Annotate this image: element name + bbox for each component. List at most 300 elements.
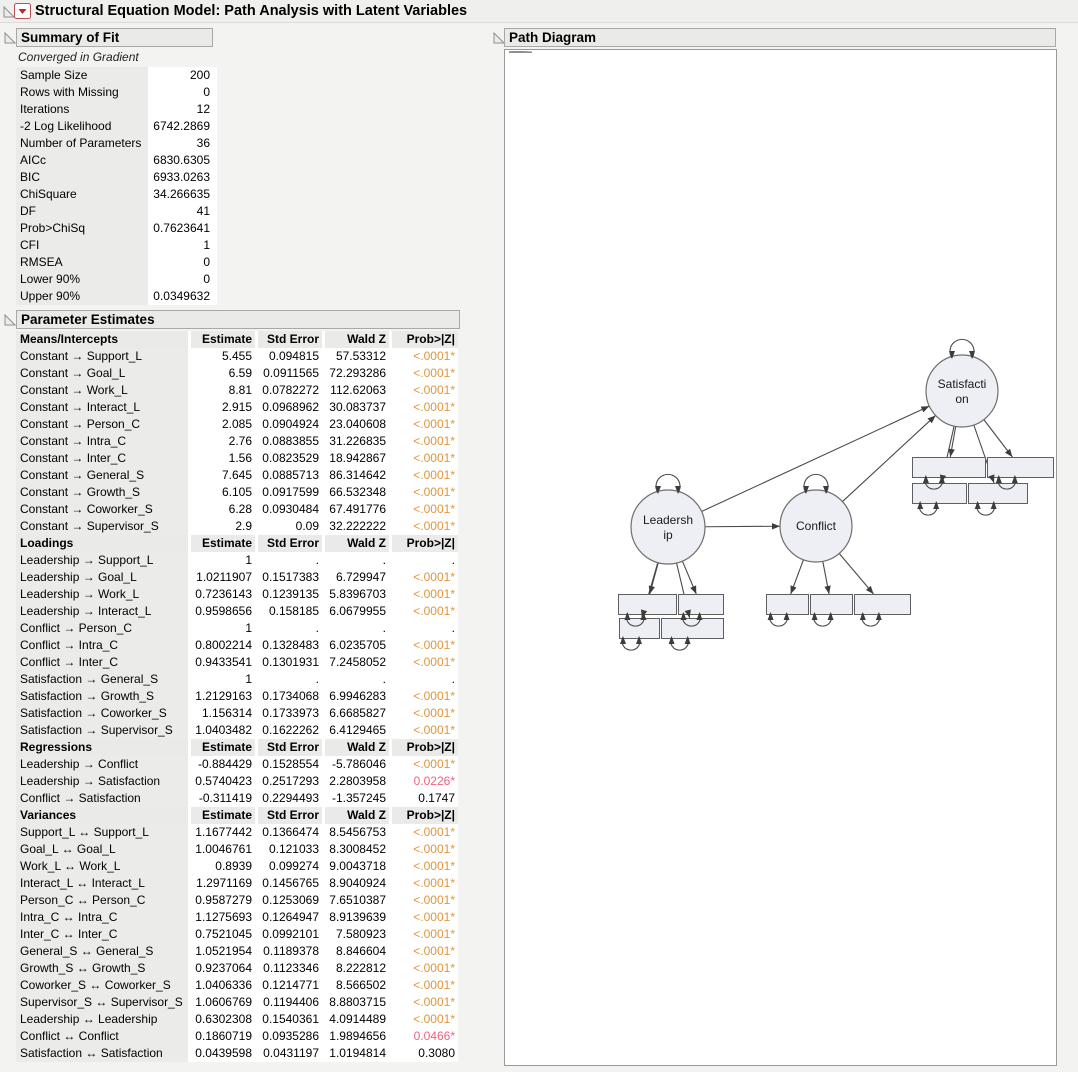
table-cell: Satisfaction → Supervisor_S xyxy=(16,722,188,739)
table-cell: Satisfaction → Coworker_S xyxy=(16,705,188,722)
table-cell: 0.1189378 xyxy=(258,943,322,960)
table-cell: Conflict → Intra_C xyxy=(16,637,188,654)
table-cell: <.0001* xyxy=(392,365,458,382)
table-cell: <.0001* xyxy=(392,875,458,892)
table-row xyxy=(16,603,458,620)
table-cell: Leadership ↔ Leadership xyxy=(16,1011,188,1028)
table-cell: 9.0043718 xyxy=(325,858,389,875)
table-cell: . xyxy=(258,620,322,637)
summary-stat-value: 41 xyxy=(148,203,217,220)
table-row xyxy=(16,399,458,416)
table-cell: Constant → Coworker_S xyxy=(16,501,188,518)
table-cell: 0.1194406 xyxy=(258,994,322,1011)
table-cell: Conflict → Satisfaction xyxy=(16,790,188,807)
summary-stat-value: 34.266635 xyxy=(148,186,217,203)
table-cell: Means/Intercepts xyxy=(16,331,188,348)
table-cell: Constant → Growth_S xyxy=(16,484,188,501)
table-row xyxy=(16,790,458,807)
summary-stat-label: Sample Size xyxy=(16,67,148,84)
table-row xyxy=(16,1028,458,1045)
table-cell: 0.1860719 xyxy=(191,1028,255,1045)
table-cell: 0.1366474 xyxy=(258,824,322,841)
table-cell: -1.357245 xyxy=(325,790,389,807)
summary-stat-label: RMSEA xyxy=(16,254,148,271)
table-cell: Estimate xyxy=(191,807,255,824)
summary-stat-value: 0 xyxy=(148,271,217,288)
table-row xyxy=(16,518,458,535)
table-cell: 1.2129163 xyxy=(191,688,255,705)
table-cell: 0.0917599 xyxy=(258,484,322,501)
summary-row xyxy=(16,118,217,135)
table-cell: 2.9 xyxy=(191,518,255,535)
diagram-node-supervisor_s[interactable] xyxy=(913,458,986,478)
diagram-node-coworker_s[interactable] xyxy=(988,458,1054,478)
summary-row xyxy=(16,169,217,186)
table-cell: 0.5740423 xyxy=(191,773,255,790)
summary-stat-label: Upper 90% xyxy=(16,288,148,305)
table-row xyxy=(16,943,458,960)
table-cell: . xyxy=(392,671,458,688)
table-cell: 6.9946283 xyxy=(325,688,389,705)
path-diagram-canvas[interactable] xyxy=(504,49,1057,1066)
summary-stat-label: CFI xyxy=(16,237,148,254)
table-cell: 1 xyxy=(191,552,255,569)
table-cell: <.0001* xyxy=(392,569,458,586)
table-cell: Leadership → Support_L xyxy=(16,552,188,569)
table-row xyxy=(16,756,458,773)
table-cell: Constant → Work_L xyxy=(16,382,188,399)
table-row xyxy=(16,688,458,705)
table-cell: <.0001* xyxy=(392,586,458,603)
table-row xyxy=(16,586,458,603)
table-cell: Conflict ↔ Conflict xyxy=(16,1028,188,1045)
parameters-collapse-triangle-icon[interactable] xyxy=(3,313,16,326)
table-row xyxy=(16,433,458,450)
table-cell: 6.59 xyxy=(191,365,255,382)
table-row xyxy=(16,637,458,654)
table-cell: 0.2517293 xyxy=(258,773,322,790)
table-cell: Estimate xyxy=(191,535,255,552)
table-cell: 8.5456753 xyxy=(325,824,389,841)
table-cell: 8.3008452 xyxy=(325,841,389,858)
table-cell: <.0001* xyxy=(392,467,458,484)
summary-stat-value: 1 xyxy=(148,237,217,254)
table-cell: 8.846604 xyxy=(325,943,389,960)
table-cell: Leadership → Conflict xyxy=(16,756,188,773)
table-cell: 0.0911565 xyxy=(258,365,322,382)
summary-stat-value: 200 xyxy=(148,67,217,84)
table-cell: 32.222222 xyxy=(325,518,389,535)
table-cell: 31.226835 xyxy=(325,433,389,450)
table-cell: 8.9139639 xyxy=(325,909,389,926)
table-cell: <.0001* xyxy=(392,450,458,467)
table-cell: 2.085 xyxy=(191,416,255,433)
table-cell: <.0001* xyxy=(392,892,458,909)
table-cell: 8.8803715 xyxy=(325,994,389,1011)
table-cell: . xyxy=(325,671,389,688)
table-cell: <.0001* xyxy=(392,960,458,977)
summary-row xyxy=(16,135,217,152)
table-cell: 72.293286 xyxy=(325,365,389,382)
table-cell: 5.8396703 xyxy=(325,586,389,603)
table-cell: 0.8939 xyxy=(191,858,255,875)
table-cell: Conflict → Inter_C xyxy=(16,654,188,671)
table-cell: 0.09 xyxy=(258,518,322,535)
table-cell: Constant → Interact_L xyxy=(16,399,188,416)
table-cell: Coworker_S ↔ Coworker_S xyxy=(16,977,188,994)
convergence-note: Converged in Gradient xyxy=(18,50,139,64)
table-cell: 0.1540361 xyxy=(258,1011,322,1028)
summary-stat-value: 0 xyxy=(148,254,217,271)
table-cell: Regressions xyxy=(16,739,188,756)
table-cell: 1.0521954 xyxy=(191,943,255,960)
summary-stat-label: Number of Parameters xyxy=(16,135,148,152)
table-cell: <.0001* xyxy=(392,824,458,841)
table-cell: 0.1239135 xyxy=(258,586,322,603)
diagram-node-intra_c[interactable] xyxy=(811,595,853,615)
table-row xyxy=(16,722,458,739)
diagram-edge-leadership-conflict xyxy=(705,526,780,527)
parameter-estimates-header[interactable]: Parameter Estimates xyxy=(16,310,460,329)
table-cell: <.0001* xyxy=(392,603,458,620)
table-cell: Wald Z xyxy=(325,331,389,348)
diagram-node-growth_s[interactable] xyxy=(913,484,967,504)
table-row xyxy=(16,501,458,518)
table-cell: <.0001* xyxy=(392,348,458,365)
table-cell: Supervisor_S ↔ Supervisor_S xyxy=(16,994,188,1011)
table-cell: 0.7236143 xyxy=(191,586,255,603)
table-cell: 66.532348 xyxy=(325,484,389,501)
table-cell: Support_L ↔ Support_L xyxy=(16,824,188,841)
table-cell: <.0001* xyxy=(392,654,458,671)
summary-stat-value: 12 xyxy=(148,101,217,118)
summary-stat-value: 36 xyxy=(148,135,217,152)
table-cell: 0.1214771 xyxy=(258,977,322,994)
table-cell: 0.1456765 xyxy=(258,875,322,892)
red-triangle-menu-button[interactable] xyxy=(14,3,31,19)
table-section-header-row xyxy=(16,331,458,348)
table-row xyxy=(16,569,458,586)
table-row xyxy=(16,705,458,722)
table-cell: 1.9894656 xyxy=(325,1028,389,1045)
table-cell: 1.1677442 xyxy=(191,824,255,841)
table-cell: Estimate xyxy=(191,739,255,756)
table-cell: Std Error xyxy=(258,807,322,824)
table-cell: 6.105 xyxy=(191,484,255,501)
summary-row xyxy=(16,101,217,118)
table-cell: 1.0211907 xyxy=(191,569,255,586)
table-cell: Prob>|Z| xyxy=(392,739,458,756)
diagram-node-general_s[interactable] xyxy=(969,484,1028,504)
diagram-node-label: Leadersh ip xyxy=(642,513,694,542)
summary-stat-value: 0.0349632 xyxy=(148,288,217,305)
table-cell: <.0001* xyxy=(392,977,458,994)
table-cell: <.0001* xyxy=(392,484,458,501)
table-cell: 6.4129465 xyxy=(325,722,389,739)
table-cell: 0.9433541 xyxy=(191,654,255,671)
summary-row xyxy=(16,271,217,288)
table-cell: 6.28 xyxy=(191,501,255,518)
path-diagram-svg xyxy=(505,50,1056,1065)
table-cell: <.0001* xyxy=(392,994,458,1011)
table-cell: 0.1733973 xyxy=(258,705,322,722)
table-cell: 1 xyxy=(191,620,255,637)
table-cell: 0.9237064 xyxy=(191,960,255,977)
table-row xyxy=(16,671,458,688)
table-cell: 0.7521045 xyxy=(191,926,255,943)
table-cell: -5.786046 xyxy=(325,756,389,773)
diagram-node-satisfaction[interactable] xyxy=(926,355,998,427)
table-cell: Inter_C ↔ Inter_C xyxy=(16,926,188,943)
table-cell: Goal_L ↔ Goal_L xyxy=(16,841,188,858)
summary-stat-label: Rows with Missing xyxy=(16,84,148,101)
table-cell: 0.0968962 xyxy=(258,399,322,416)
table-cell: <.0001* xyxy=(392,637,458,654)
table-cell: 8.9040924 xyxy=(325,875,389,892)
table-cell: Prob>|Z| xyxy=(392,807,458,824)
path-diagram-header[interactable]: Path Diagram xyxy=(504,28,1056,47)
summary-stat-label: AICc xyxy=(16,152,148,169)
table-cell: 0.1328483 xyxy=(258,637,322,654)
diagram-node-person_c[interactable] xyxy=(855,595,911,615)
table-cell: <.0001* xyxy=(392,433,458,450)
table-cell: 6.729947 xyxy=(325,569,389,586)
table-cell: 8.222812 xyxy=(325,960,389,977)
diagram-node-goal_l[interactable] xyxy=(620,619,660,639)
table-cell: Std Error xyxy=(258,331,322,348)
table-row xyxy=(16,484,458,501)
table-row xyxy=(16,841,458,858)
table-row xyxy=(16,552,458,569)
table-cell: 7.580923 xyxy=(325,926,389,943)
table-cell: 1.1275693 xyxy=(191,909,255,926)
summary-stat-label: BIC xyxy=(16,169,148,186)
table-cell: Prob>|Z| xyxy=(392,331,458,348)
summary-row xyxy=(16,152,217,169)
table-cell: Estimate xyxy=(191,331,255,348)
table-cell: . xyxy=(258,671,322,688)
table-cell: 0.1264947 xyxy=(258,909,322,926)
summary-row xyxy=(16,288,217,305)
table-cell: Constant → Inter_C xyxy=(16,450,188,467)
table-cell: Wald Z xyxy=(325,807,389,824)
table-cell: <.0001* xyxy=(392,399,458,416)
table-cell: 1.0406336 xyxy=(191,977,255,994)
summary-stat-value: 6830.6305 xyxy=(148,152,217,169)
table-cell: 0.0782272 xyxy=(258,382,322,399)
table-cell: <.0001* xyxy=(392,756,458,773)
table-cell: <.0001* xyxy=(392,943,458,960)
table-cell: 0.099274 xyxy=(258,858,322,875)
table-cell: 0.0885713 xyxy=(258,467,322,484)
table-cell: 0.1301931 xyxy=(258,654,322,671)
table-cell: Intra_C ↔ Intra_C xyxy=(16,909,188,926)
diagram-node-label: Conflict xyxy=(795,519,837,533)
table-cell: <.0001* xyxy=(392,518,458,535)
summary-collapse-triangle-icon[interactable] xyxy=(3,31,16,44)
table-cell: Constant → Support_L xyxy=(16,348,188,365)
table-cell: Leadership → Goal_L xyxy=(16,569,188,586)
table-cell: . xyxy=(325,552,389,569)
table-cell: <.0001* xyxy=(392,1011,458,1028)
summary-stat-label: Iterations xyxy=(16,101,148,118)
table-cell: 1.56 xyxy=(191,450,255,467)
table-cell: Constant → Intra_C xyxy=(16,433,188,450)
table-cell: <.0001* xyxy=(392,688,458,705)
table-cell: 0.1253069 xyxy=(258,892,322,909)
table-cell: 0.1747 xyxy=(392,790,458,807)
summary-row xyxy=(16,237,217,254)
table-cell: Constant → General_S xyxy=(16,467,188,484)
table-cell: 4.0914489 xyxy=(325,1011,389,1028)
table-cell: 0.1622262 xyxy=(258,722,322,739)
summary-of-fit-table xyxy=(16,67,217,305)
table-cell: <.0001* xyxy=(392,841,458,858)
table-cell: 0.0439598 xyxy=(191,1045,255,1062)
summary-stat-value: 6742.2869 xyxy=(148,118,217,135)
table-cell: Constant → Person_C xyxy=(16,416,188,433)
summary-stat-label: ChiSquare xyxy=(16,186,148,203)
table-cell: -0.884429 xyxy=(191,756,255,773)
table-row xyxy=(16,977,458,994)
table-row xyxy=(16,875,458,892)
table-cell: Growth_S ↔ Growth_S xyxy=(16,960,188,977)
table-cell: <.0001* xyxy=(392,926,458,943)
table-cell: 1.0194814 xyxy=(325,1045,389,1062)
table-cell: 6.6685827 xyxy=(325,705,389,722)
summary-row xyxy=(16,254,217,271)
table-cell: 0.0226* xyxy=(392,773,458,790)
table-cell: 2.915 xyxy=(191,399,255,416)
summary-stat-value: 6933.0263 xyxy=(148,169,217,186)
diagram-node-interact_l[interactable] xyxy=(619,595,677,615)
table-cell: Conflict → Person_C xyxy=(16,620,188,637)
table-cell: 67.491776 xyxy=(325,501,389,518)
table-cell: 1.0606769 xyxy=(191,994,255,1011)
table-row xyxy=(16,994,458,1011)
table-cell: 0.3080 xyxy=(392,1045,458,1062)
table-cell: Leadership → Work_L xyxy=(16,586,188,603)
table-cell: Std Error xyxy=(258,535,322,552)
table-cell: 86.314642 xyxy=(325,467,389,484)
table-cell: <.0001* xyxy=(392,909,458,926)
summary-stat-label: -2 Log Likelihood xyxy=(16,118,148,135)
table-row xyxy=(16,467,458,484)
table-cell: Std Error xyxy=(258,739,322,756)
table-cell: 0.9598656 xyxy=(191,603,255,620)
diagram-node-label xyxy=(505,50,533,53)
table-cell: Wald Z xyxy=(325,535,389,552)
summary-of-fit-header[interactable]: Summary of Fit xyxy=(16,28,213,47)
table-row xyxy=(16,858,458,875)
diagram-node-leadership[interactable] xyxy=(631,490,705,564)
table-section-header-row xyxy=(16,739,458,756)
diagram-node-support_l[interactable] xyxy=(662,619,724,639)
table-cell: 30.083737 xyxy=(325,399,389,416)
summary-stat-label: Lower 90% xyxy=(16,271,148,288)
table-row xyxy=(16,450,458,467)
table-cell: 0.158185 xyxy=(258,603,322,620)
summary-stat-label: DF xyxy=(16,203,148,220)
summary-row xyxy=(16,186,217,203)
table-cell: . xyxy=(258,552,322,569)
table-cell: 1.0046761 xyxy=(191,841,255,858)
table-section-header-row xyxy=(16,535,458,552)
table-cell: 0.0992101 xyxy=(258,926,322,943)
table-row xyxy=(16,416,458,433)
table-cell: Variances xyxy=(16,807,188,824)
table-row xyxy=(16,620,458,637)
table-cell: 7.645 xyxy=(191,467,255,484)
table-cell: 2.2803958 xyxy=(325,773,389,790)
table-cell: 1.2971169 xyxy=(191,875,255,892)
diagram-node-label: Satisfacti on xyxy=(937,377,987,406)
table-cell: Leadership → Interact_L xyxy=(16,603,188,620)
summary-row xyxy=(16,203,217,220)
table-cell: 0.0466* xyxy=(392,1028,458,1045)
table-row xyxy=(16,773,458,790)
table-cell: 0.121033 xyxy=(258,841,322,858)
table-cell: 1.0403482 xyxy=(191,722,255,739)
table-cell: 0.1528554 xyxy=(258,756,322,773)
table-cell: . xyxy=(392,552,458,569)
table-cell: Person_C ↔ Person_C xyxy=(16,892,188,909)
table-cell: Constant → Goal_L xyxy=(16,365,188,382)
table-cell: 0.2294493 xyxy=(258,790,322,807)
table-cell: 0.8002214 xyxy=(191,637,255,654)
summary-row xyxy=(16,220,217,237)
table-row xyxy=(16,348,458,365)
table-cell: 6.0679955 xyxy=(325,603,389,620)
table-cell: Work_L ↔ Work_L xyxy=(16,858,188,875)
table-cell: -0.311419 xyxy=(191,790,255,807)
table-cell: Constant → Supervisor_S xyxy=(16,518,188,535)
table-cell: 0.9587279 xyxy=(191,892,255,909)
table-cell: 18.942867 xyxy=(325,450,389,467)
table-cell: Prob>|Z| xyxy=(392,535,458,552)
parameter-estimates-table xyxy=(16,331,458,1062)
table-row xyxy=(16,1011,458,1028)
summary-stat-value: 0 xyxy=(148,84,217,101)
table-cell: 8.566502 xyxy=(325,977,389,994)
table-cell: 0.0935286 xyxy=(258,1028,322,1045)
table-cell: <.0001* xyxy=(392,705,458,722)
table-row xyxy=(16,1045,458,1062)
diagram-node-inter_c[interactable] xyxy=(767,595,809,615)
table-cell: 0.094815 xyxy=(258,348,322,365)
table-cell: 0.0883855 xyxy=(258,433,322,450)
table-cell: Satisfaction → General_S xyxy=(16,671,188,688)
table-cell: 1.156314 xyxy=(191,705,255,722)
table-cell: Loadings xyxy=(16,535,188,552)
table-cell: 1 xyxy=(191,671,255,688)
table-cell: <.0001* xyxy=(392,382,458,399)
table-cell: <.0001* xyxy=(392,858,458,875)
table-cell: <.0001* xyxy=(392,501,458,518)
table-row xyxy=(16,892,458,909)
table-cell: 0.0823529 xyxy=(258,450,322,467)
table-cell: 7.2458052 xyxy=(325,654,389,671)
table-row xyxy=(16,824,458,841)
table-cell: 0.6302308 xyxy=(191,1011,255,1028)
table-cell: 112.62063 xyxy=(325,382,389,399)
table-cell: 0.1517383 xyxy=(258,569,322,586)
summary-row xyxy=(16,84,217,101)
diagram-nodes xyxy=(619,355,1054,639)
table-cell: Satisfaction ↔ Satisfaction xyxy=(16,1045,188,1062)
table-cell: 0.1123346 xyxy=(258,960,322,977)
table-cell: Satisfaction → Growth_S xyxy=(16,688,188,705)
